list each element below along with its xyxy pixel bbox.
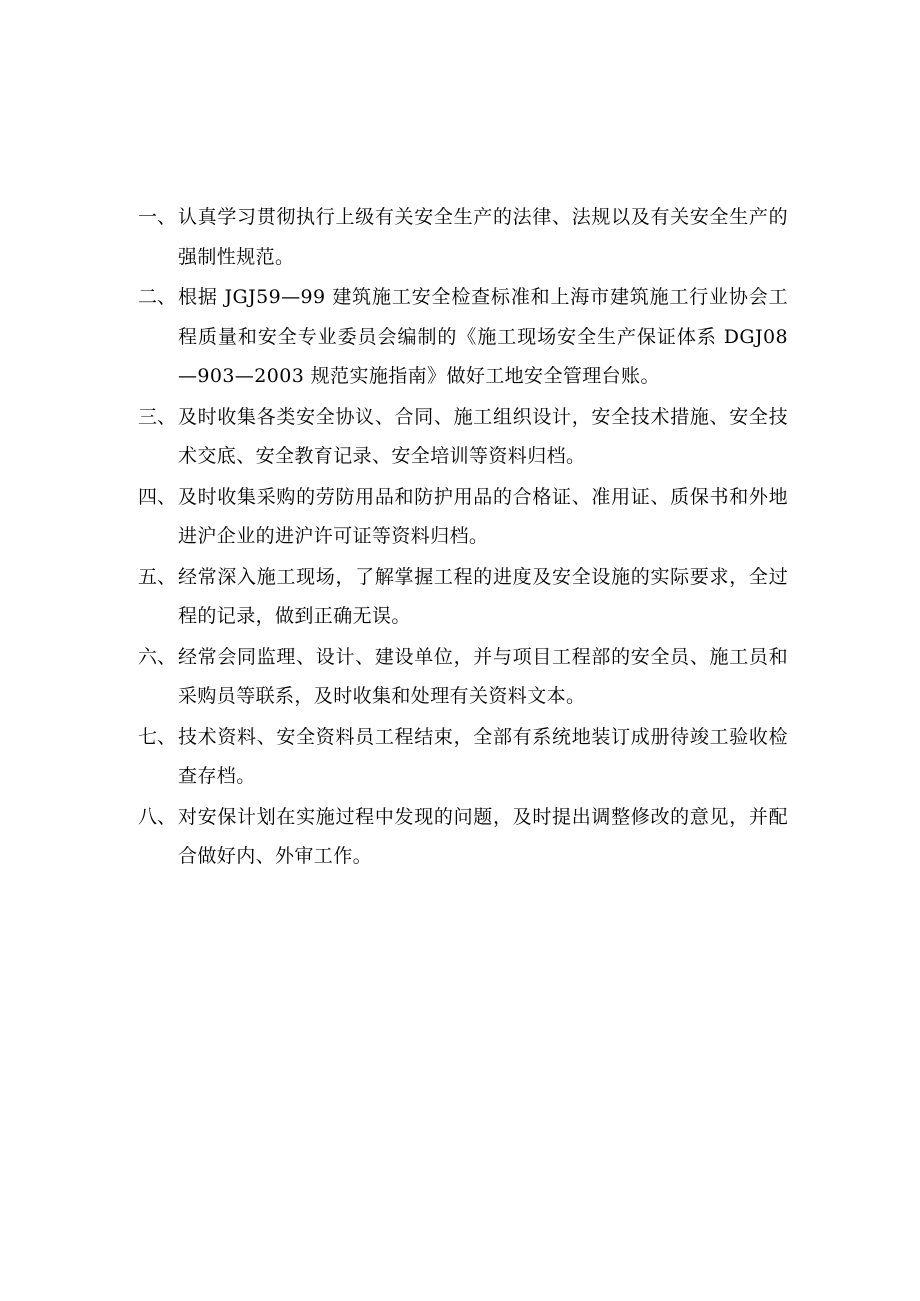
list-item-marker: 八、: [138, 805, 177, 828]
responsibility-list: [138, 198, 788, 878]
list-item-marker: 一、: [138, 206, 177, 228]
list-item-text: 及时收集采购的劳防用品和防护用品的合格证、准用证、质保书和外地进沪企业的进沪许可证等资料归档。: [178, 485, 788, 547]
list-item-text: 对安保计划在实施过程中发现的问题，及时提出调整修改的意见，并配合做好内、外审工作。: [178, 805, 788, 867]
list-item-text: 认真学习贯彻执行上级有关安全生产的法律、法规以及有关安全生产的强制性规范。: [178, 206, 788, 268]
list-item: [138, 278, 788, 397]
list-item: [138, 198, 788, 277]
list-item: [138, 638, 788, 717]
list-item-text: 根据 JGJ59—99 建筑施工安全检查标准和上海市建筑施工行业协会工程质量和安全专业委员会编制的《施工现场安全生产保证体系 DGJ08—903—2003 规范实施指南》做好工地安全管理台账。: [178, 286, 788, 387]
list-item-text: 经常会同监理、设计、建设单位，并与项目工程部的安全员、施工员和采购员等联系，及时收集和处理有关资料文本。: [178, 645, 788, 707]
list-item-marker: 七、: [138, 725, 177, 748]
list-item-marker: 五、: [138, 565, 177, 588]
list-item: [138, 478, 788, 557]
list-item: [138, 558, 788, 637]
list-item-marker: 四、: [138, 485, 177, 508]
list-item-marker: 三、: [138, 405, 177, 428]
list-item: [138, 718, 788, 797]
list-item: [138, 798, 788, 877]
list-item-marker: 六、: [138, 645, 177, 668]
list-item-text: 经常深入施工现场，了解掌握工程的进度及安全设施的实际要求，全过程的记录，做到正确无误。: [178, 565, 788, 627]
list-item-marker: 二、: [138, 286, 177, 308]
list-item-text: 及时收集各类安全协议、合同、施工组织设计，安全技术措施、安全技术交底、安全教育记录、安全培训等资料归档。: [178, 405, 788, 467]
list-item: [138, 398, 788, 477]
list-item-text: 技术资料、安全资料员工程结束，全部有系统地装订成册待竣工验收检查存档。: [178, 725, 788, 787]
